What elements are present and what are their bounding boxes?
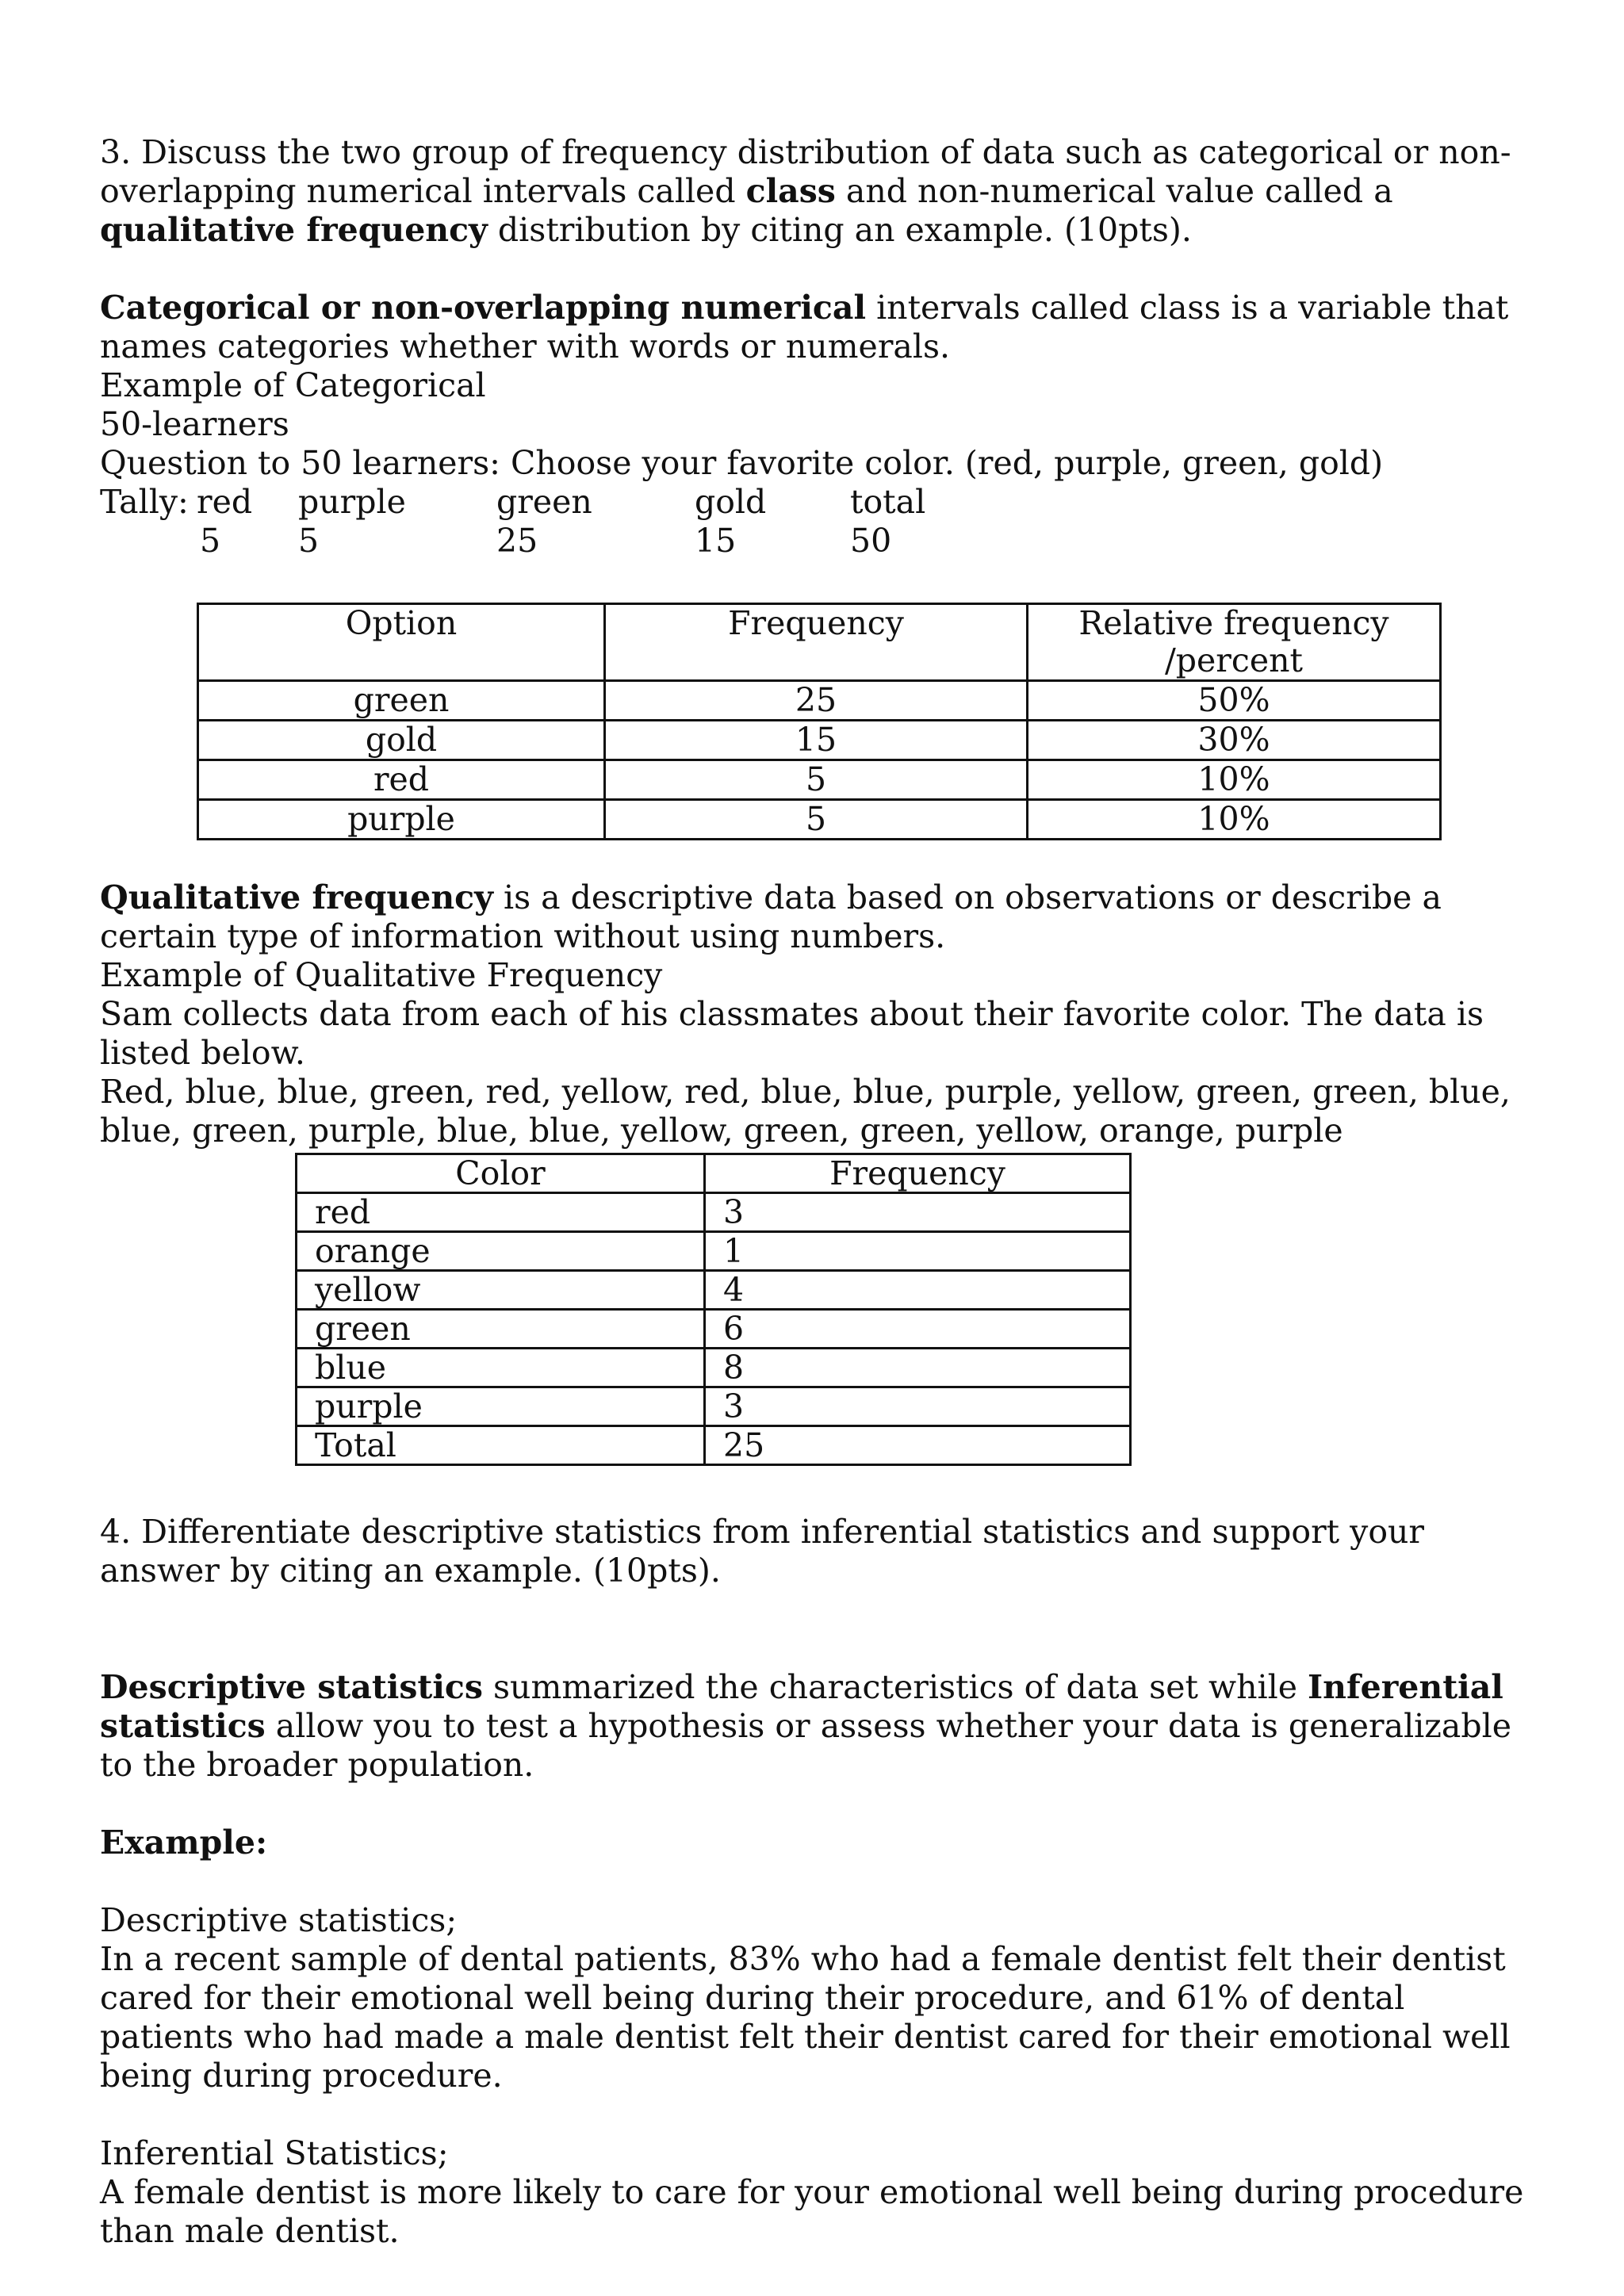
- q3-prompt: 3. Discuss the two group of frequency distribution of data such as categorical or non-overlapping numerical intervals called class and non-numerical value called a qualitative frequency distribution by citing an example. (10pts).: [100, 133, 1511, 249]
- table-row: [297, 1310, 1131, 1349]
- table-header-row: [198, 604, 1441, 681]
- table-cell: 30%: [1028, 721, 1441, 760]
- tally-header-total: total: [850, 483, 926, 521]
- table-cell: 5: [605, 760, 1028, 800]
- table-row: [297, 1426, 1131, 1465]
- table-cell: 1: [705, 1232, 1131, 1271]
- statistics-definition: Descriptive statistics summarized the characteristics of data set while Inferential statistics allow you to test a hypothesis or assess whether your data is generalizable to the broader population.: [100, 1668, 1511, 1784]
- table-cell: Total: [297, 1426, 705, 1465]
- table-cell: 15: [605, 721, 1028, 760]
- table-cell: red: [297, 1193, 705, 1232]
- table-cell: 5: [605, 800, 1028, 840]
- table-row: [198, 760, 1441, 800]
- table-cell: blue: [297, 1349, 705, 1387]
- color-list: Red, blue, blue, green, red, yellow, red, blue, blue, purple, yellow, green, green, blue, blue, green, purple, blue, blue, yellow, green, green, yellow, orange, purple: [100, 1073, 1511, 1150]
- table-row: [297, 1349, 1131, 1387]
- color-frequency-table: [295, 1153, 1132, 1466]
- table-cell: green: [297, 1310, 705, 1349]
- column-header: Relative frequency /percent: [1028, 604, 1441, 681]
- table-row: [297, 1271, 1131, 1310]
- column-header: Color: [297, 1154, 705, 1193]
- table-row: [297, 1387, 1131, 1426]
- table-cell: 3: [705, 1387, 1131, 1426]
- example-qualitative-heading: Example of Qualitative Frequency: [100, 956, 663, 994]
- table-cell: purple: [297, 1387, 705, 1426]
- sam-description: Sam collects data from each of his classmates about their favorite color. The data is listed below.: [100, 995, 1484, 1072]
- table-cell: purple: [198, 800, 605, 840]
- qualitative-definition: Qualitative frequency is a descriptive data based on observations or describe a certain type of information without using numbers.: [100, 878, 1442, 955]
- column-header: Frequency: [605, 604, 1028, 681]
- example-categorical-heading: Example of Categorical: [100, 366, 486, 404]
- tally-value-purple: 5: [298, 522, 320, 560]
- table-row: [198, 681, 1441, 721]
- table-header-row: [297, 1154, 1131, 1193]
- inferential-example: A female dentist is more likely to care for your emotional well being during procedure than male dentist.: [100, 2173, 1524, 2250]
- descriptive-example: In a recent sample of dental patients, 83% who had a female dentist felt their dentist cared for their emotional well being during their procedure, and 61% of dental patients who had made a male dentist felt their dentist cared for their emotional well being during procedure.: [100, 1940, 1511, 2095]
- frequency-table: [197, 603, 1442, 840]
- table-cell: 3: [705, 1193, 1131, 1232]
- tally-header-purple: purple: [298, 483, 406, 521]
- column-header: Frequency: [705, 1154, 1131, 1193]
- example-label: Example:: [100, 1823, 268, 1862]
- table-cell: red: [198, 760, 605, 800]
- q4-prompt: 4. Differentiate descriptive statistics from inferential statistics and support your answer by citing an example. (10pts).: [100, 1513, 1425, 1590]
- descriptive-heading: Descriptive statistics;: [100, 1901, 458, 1939]
- tally-block: [100, 483, 1131, 561]
- table-cell: 6: [705, 1310, 1131, 1349]
- table-row: [198, 721, 1441, 760]
- table-cell: green: [198, 681, 605, 721]
- tally-value-total: 50: [850, 522, 892, 560]
- table-row: [297, 1232, 1131, 1271]
- table-cell: yellow: [297, 1271, 705, 1310]
- table-row: [198, 800, 1441, 840]
- categorical-definition: Categorical or non-overlapping numerical intervals called class is a variable that names categories whether with words or numerals.: [100, 289, 1509, 365]
- tally-header-gold: gold: [695, 483, 767, 521]
- table-cell: 8: [705, 1349, 1131, 1387]
- learners-label: 50-learners: [100, 405, 289, 443]
- tally-header-green: green: [496, 483, 592, 521]
- tally-header-red: red: [197, 483, 253, 521]
- table-cell: 10%: [1028, 800, 1441, 840]
- survey-question: Question to 50 learners: Choose your favorite color. (red, purple, green, gold): [100, 444, 1384, 482]
- tally-value-red: 5: [200, 522, 221, 560]
- tally-label: Tally:: [100, 483, 189, 521]
- column-header: Option: [198, 604, 605, 681]
- inferential-heading: Inferential Statistics;: [100, 2134, 449, 2172]
- table-cell: 4: [705, 1271, 1131, 1310]
- table-cell: 10%: [1028, 760, 1441, 800]
- table-cell: 50%: [1028, 681, 1441, 721]
- table-cell: gold: [198, 721, 605, 760]
- table-cell: 25: [705, 1426, 1131, 1465]
- tally-value-green: 25: [496, 522, 538, 560]
- table-cell: orange: [297, 1232, 705, 1271]
- table-row: [297, 1193, 1131, 1232]
- table-cell: 25: [605, 681, 1028, 721]
- tally-value-gold: 15: [695, 522, 737, 560]
